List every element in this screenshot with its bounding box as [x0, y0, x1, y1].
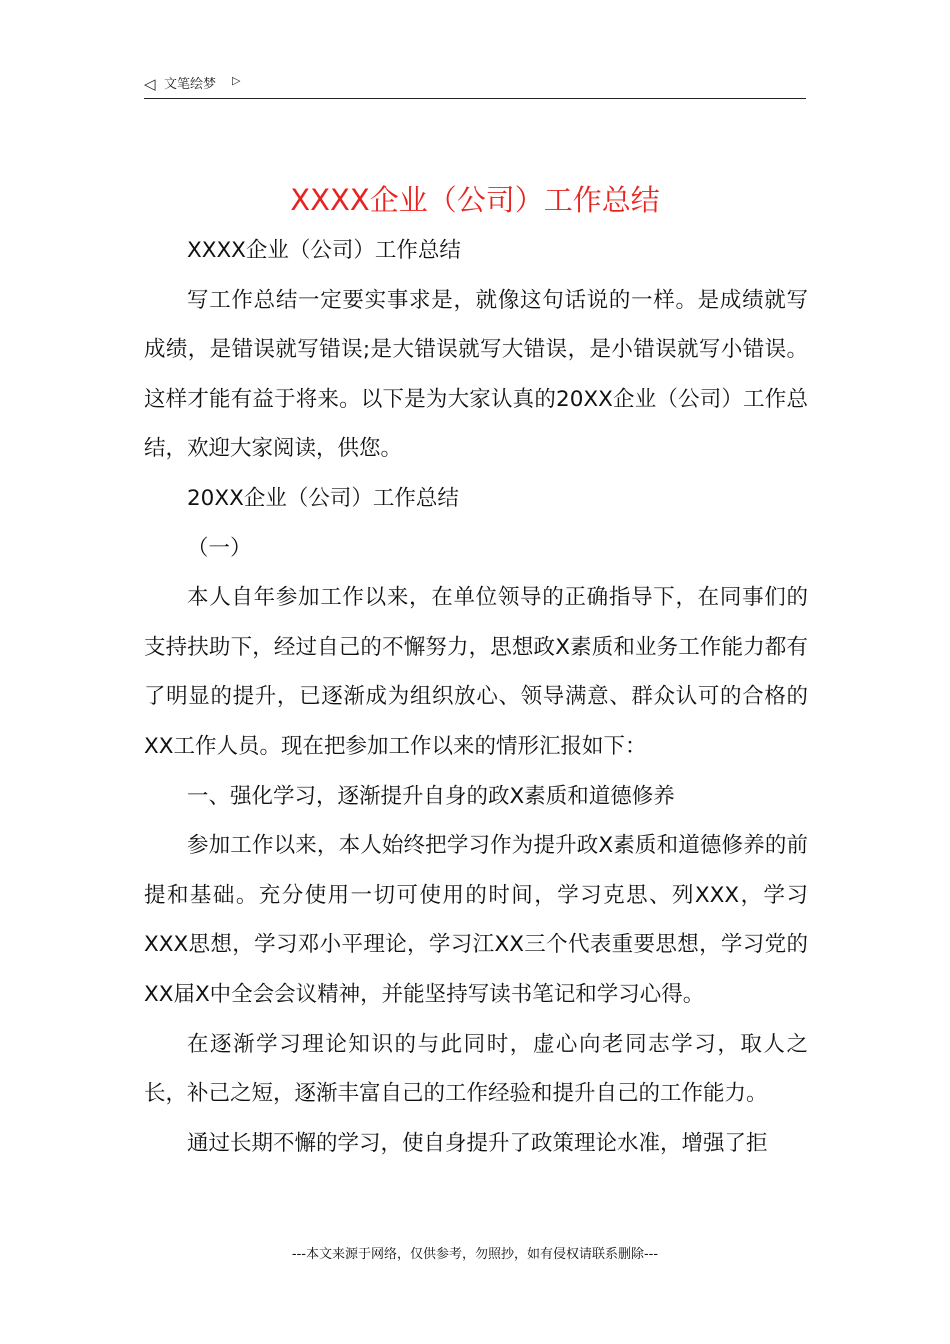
paragraph-body: 通过长期不懈的学习，使自身提升了政策理论水准，增强了拒 — [187, 1130, 768, 1156]
page-footer: ---本文来源于网络，仅供参考，勿照抄，如有侵权请联系删除--- — [291, 1247, 659, 1262]
document-body — [144, 226, 808, 1168]
paragraph-body: 参加工作以来，本人始终把学习作为提升政X素质和道德修养的前提和基础。充分使用一切可使用的时间，学习克思、列XXX，学习XXX思想，学习邓小平理论，学习江XX三个代表重要思想，学习党的XX届X中全会会议精神，并能坚持写读书笔记和学习心得。 — [144, 833, 808, 1007]
document-title: XXXX企业（公司）工作总结 — [290, 183, 660, 217]
left-triangle-icon: ◁ — [144, 75, 156, 93]
paragraph-body: 本人自年参加工作以来，在单位领导的正确指导下，在同事们的支持扶助下，经过自己的不懈努力，思想政X素质和业务工作能力都有了明显的提升，已逐渐成为组织放心、领导满意、群众认可的合格的XX工作人员。现在把参加工作以来的情形汇报如下： — [144, 585, 808, 759]
paragraph-intro: 写工作总结一定要实事求是，就像这句话说的一样。是成绩就写成绩，是错误就写错误;是大错误就写大错误，是小错误就写小错误。这样才能有益于将来。以下是为大家认真的20XX企业（公司）工作总结，欢迎大家阅读，供您。 — [144, 287, 808, 462]
page-header — [144, 72, 806, 99]
right-triangle-icon: ▷ — [232, 74, 241, 87]
header-brand: 文笔绘梦 — [164, 77, 217, 92]
paragraph-subtitle: XXXX企业（公司）工作总结 — [187, 238, 461, 263]
paragraph-body: 在逐渐学习理论知识的与此同时，虚心向老同志学习，取人之长，补己之短，逐渐丰富自己的工作经验和提升自己的工作能力。 — [144, 1031, 808, 1107]
paragraph-section-number: （一） — [187, 535, 252, 561]
paragraph-section-heading: 一、强化学习，逐渐提升自身的政X素质和道德修养 — [187, 783, 675, 809]
paragraph-heading: 20XX企业（公司）工作总结 — [187, 485, 459, 511]
